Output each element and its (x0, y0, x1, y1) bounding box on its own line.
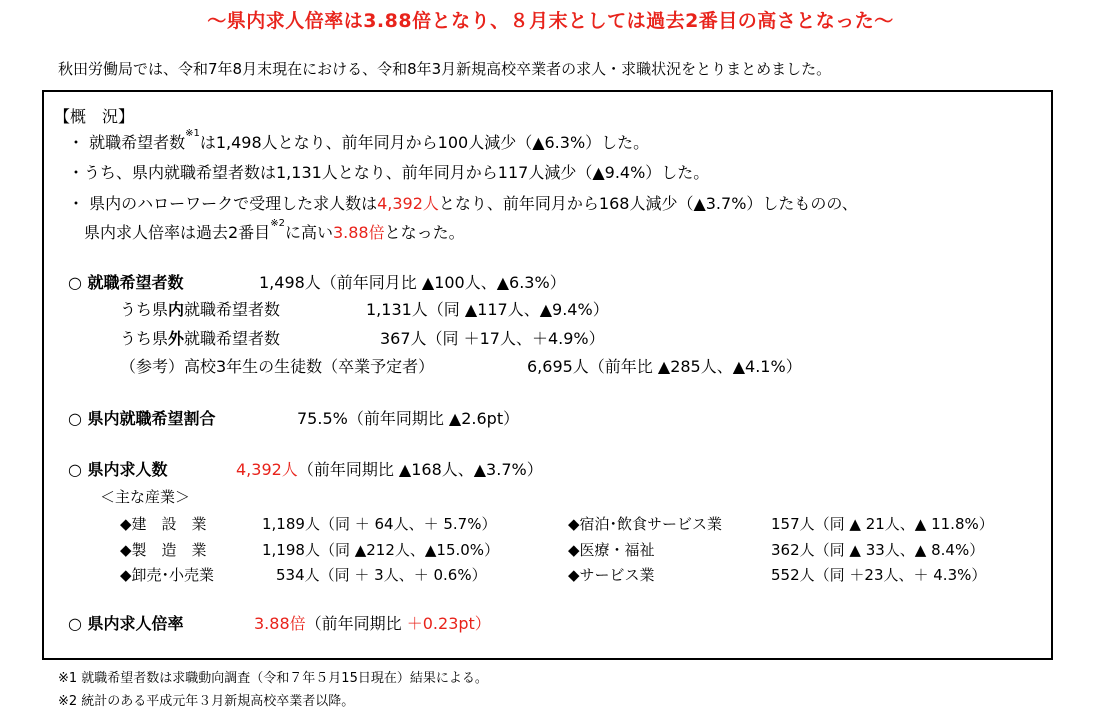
industry-name: ◆建 設 業 (120, 515, 207, 533)
industry-value: 1,198人（同 ▲212人、▲15.0%） (262, 541, 500, 559)
industry-name: ◆宿泊･飲食サービス業 (568, 515, 723, 533)
intro-text: 秋田労働局では、令和7年8月末現在における、令和8年3月新規高校卒業者の求人・求職状況をとりまとめました。 (58, 60, 832, 78)
reference-value: 6,695人（前年比 ▲285人、▲4.1%） (527, 357, 802, 376)
footnote-ref-1: ※1 (185, 128, 200, 139)
job-ratio-heading: ○ 県内求人倍率 (68, 614, 184, 633)
out-pref-value: 367人（同 ＋17人、＋4.9%） (380, 329, 605, 348)
overview-box (42, 90, 1053, 660)
job-ratio-value: 3.88倍（前年同期比 ＋0.23pt） (254, 614, 491, 633)
in-pref-value: 1,131人（同 ▲117人、▲9.4%） (366, 300, 609, 319)
bullet-job-ratio: 県内求人倍率は過去2番目$^{※2}$に高い3.88倍となった。 (84, 218, 465, 242)
industry-name: ◆医療・福祉 (568, 541, 655, 559)
applicants-heading: ○ 就職希望者数 (68, 273, 184, 292)
industry-value: 534人（同 ＋ 3人、＋ 0.6%） (276, 566, 487, 584)
reference-label: （参考）高校3年生の生徒数（卒業予定者） (120, 357, 435, 376)
out-pref-label: うち県外就職希望者数 (120, 329, 281, 348)
in-pref-label: うち県内就職希望者数 (120, 300, 281, 319)
industry-value: 362人（同 ▲ 33人、▲ 8.4%） (771, 541, 985, 559)
in-pref-ratio-value: 75.5%（前年同期比 ▲2.6pt） (297, 409, 520, 428)
bullet-applicants: ・ 就職希望者数$^{※1}$は1,498人となり、前年同月から100人減少（▲6.3%）した。 (68, 128, 650, 152)
industries-label: ＜主な産業＞ (100, 488, 191, 506)
industry-name: ◆製 造 業 (120, 541, 207, 559)
job-offers-value: 4,392人（前年同期比 ▲168人、▲3.7%） (236, 460, 543, 479)
industry-value: 1,189人（同 ＋ 64人、＋ 5.7%） (262, 515, 497, 533)
industry-value: 552人（同 ＋23人、＋ 4.3%） (771, 566, 987, 584)
page-title: ～県内求人倍率は3.88倍となり、８月末としては過去2番目の高さとなった～ (207, 10, 894, 32)
bullet-job-offers: ・ 県内のハローワークで受理した求人数は4,392人となり、前年同月から168人減少（▲3.7%）したものの、 (68, 194, 858, 213)
footnote-1: ※1 就職希望者数は求職動向調査（令和７年５月15日現在）結果による。 (58, 671, 488, 686)
job-offers-heading: ○ 県内求人数 (68, 460, 168, 479)
bullet-in-pref-applicants: ・うち、県内就職希望者数は1,131人となり、前年同月から117人減少（▲9.4%）した。 (68, 163, 710, 182)
overview-heading: 【概 況】 (54, 107, 135, 126)
applicants-value: 1,498人（前年同月比 ▲100人、▲6.3%） (259, 273, 566, 292)
industry-name: ◆卸売･小売業 (120, 566, 215, 584)
industry-name: ◆サービス業 (568, 566, 655, 584)
in-pref-ratio-heading: ○ 県内就職希望割合 (68, 409, 216, 428)
footnote-ref-2: ※2 (270, 218, 285, 229)
footnote-2: ※2 統計のある平成元年３月新規高校卒業者以降。 (58, 694, 355, 709)
industry-value: 157人（同 ▲ 21人、▲ 11.8%） (771, 515, 994, 533)
